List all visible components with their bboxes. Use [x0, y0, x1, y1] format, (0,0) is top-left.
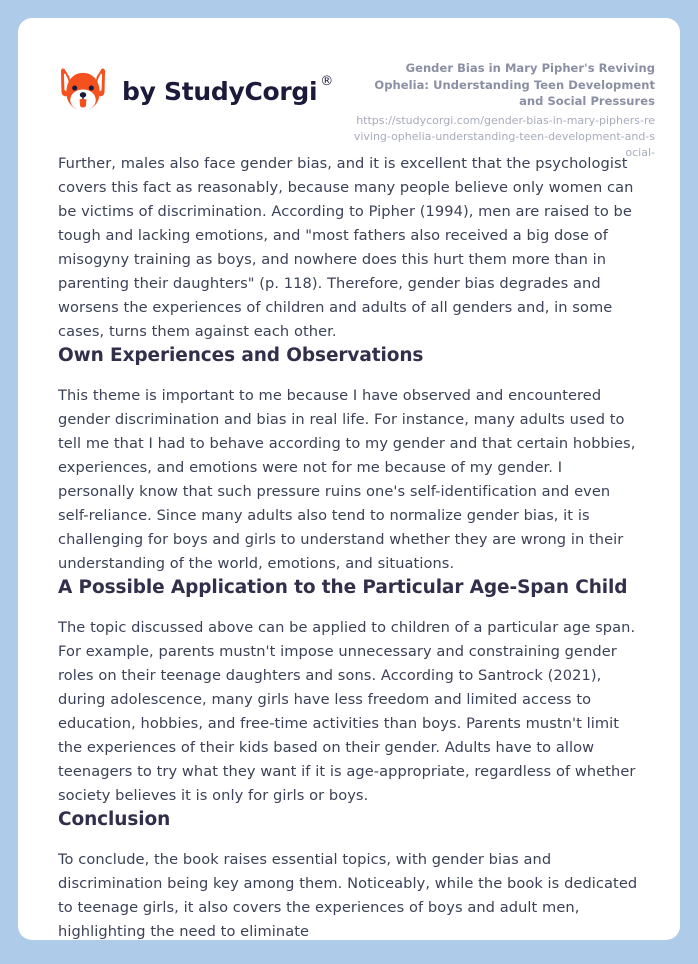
document-source-url[interactable]: https://studycorgi.com/gender-bias-in-mary-piphers-reviving-ophelia-understanding-teen-development-and-social-: [353, 114, 655, 159]
section-heading: Conclusion: [58, 809, 171, 831]
body-paragraph: The topic discussed above can be applied to children of a particular age span. For example, parents mustn't impose unnecessary and constraining gender roles on their teenage daughters and sons. According to Santrock (2021), during adolescence, many girls have less freedom and limited access to education, hobbies, and free-time activities than boys. Parents mustn't limit the experiences of their kids based on their gender. Adults have to allow teenagers to try what they want if it is age-appropriate, regardless of whether society believes it is only for girls or boys.: [58, 619, 636, 805]
section-heading: A Possible Application to the Particular Age-Span Child: [58, 577, 628, 599]
section-heading: Own Experiences and Observations: [58, 345, 424, 366]
header-meta: [333, 60, 655, 161]
brand-name-text: by StudyCorgi: [122, 76, 318, 106]
registered-trademark-icon: ®: [320, 73, 333, 89]
corgi-head-icon: [58, 66, 108, 112]
body-paragraph: Further, males also face gender bias, and it is excellent that the psychologist covers this fact as reasonably, because many people believe only women can be victims of discrimination. According to Pipher (1994), men are raised to be tough and lacking emotions, and "most fathers also received a big dose of misogyny training as boys, and nowhere does this hurt them more than in parenting their daughters" (p. 118). Therefore, gender bias degrades and worsens the experiences of children and adults of all genders and, in some cases, turns them against each other.: [58, 155, 634, 340]
document-page-card: [18, 18, 680, 940]
studycorgi-brand[interactable]: [58, 60, 333, 112]
document-header: [18, 18, 680, 159]
document-title: Gender Bias in Mary Pipher's Reviving Ophelia: Understanding Teen Development and Social Pressures: [374, 61, 655, 109]
body-paragraph: This theme is important to me because I have observed and encountered gender discrimination and bias in real life. For instance, many adults used to tell me that I had to behave according to my gender and that certain hobbies, experiences, and emotions were not for me because of my gender. I personally know that such pressure ruins one's self-identification and even self-reliance. Since many adults also tend to normalize gender bias, it is challenging for boys and girls to understand whether they are wrong in their understanding of the world, emotions, and situations.: [58, 387, 636, 573]
body-paragraph: To conclude, the book raises essential topics, with gender bias and discrimination being key among them. Noticeably, while the book is dedicated to teenage girls, it also covers the experiences of boys and adult men, highlighting the need to eliminate: [58, 851, 638, 940]
document-body: [18, 130, 680, 940]
brand-name: [122, 75, 333, 104]
